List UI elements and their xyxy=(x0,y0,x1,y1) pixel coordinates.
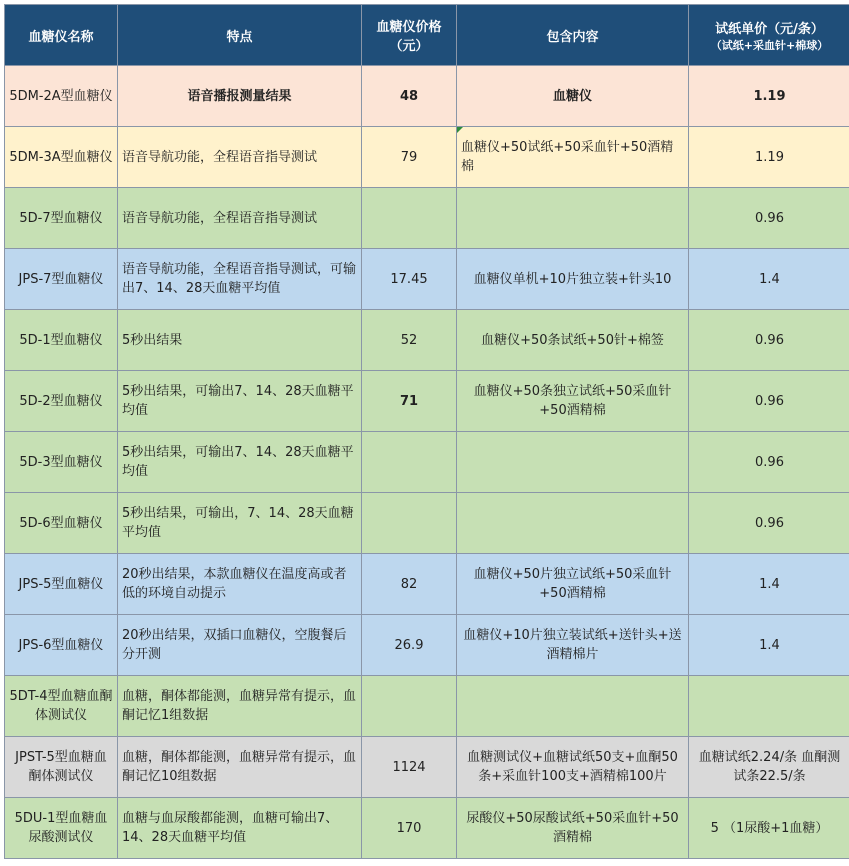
cell-contents xyxy=(457,676,689,737)
cell-price: 79 xyxy=(362,127,457,188)
cell-feature: 语音导航功能，全程语音指导测试 xyxy=(118,127,362,188)
cell-name: 5D-7型血糖仪 xyxy=(5,188,118,249)
glucose-meter-table xyxy=(4,4,849,859)
cell-feature: 5秒出结果，可输出7、14、28天血糖平均值 xyxy=(118,432,362,493)
cell-feature: 语音导航功能，全程语音指导测试 xyxy=(118,188,362,249)
cell-feature: 20秒出结果，本款血糖仪在温度高或者低的环境自动提示 xyxy=(118,554,362,615)
cell-feature: 血糖，酮体都能测，血糖异常有提示，血酮记忆10组数据 xyxy=(118,737,362,798)
cell-unit-price: 0.96 xyxy=(689,310,849,371)
cell-unit-price: 1.19 xyxy=(689,66,849,127)
cell-unit-price: 1.4 xyxy=(689,249,849,310)
cell-contents: 血糖仪 xyxy=(457,66,689,127)
table-row xyxy=(5,798,849,859)
cell-name: 5D-1型血糖仪 xyxy=(5,310,118,371)
cell-name: 5DM-3A型血糖仪 xyxy=(5,127,118,188)
cell-unit-price: 0.96 xyxy=(689,371,849,432)
cell-name: JPS-6型血糖仪 xyxy=(5,615,118,676)
table-row xyxy=(5,432,849,493)
cell-name: JPS-7型血糖仪 xyxy=(5,249,118,310)
header-row xyxy=(5,5,849,66)
cell-unit-price: 0.96 xyxy=(689,188,849,249)
cell-price: 71 xyxy=(362,371,457,432)
cell-price: 52 xyxy=(362,310,457,371)
cell-contents xyxy=(457,493,689,554)
cell-unit-price xyxy=(689,676,849,737)
cell-feature: 5秒出结果，可输出7、14、28天血糖平均值 xyxy=(118,371,362,432)
cell-price xyxy=(362,493,457,554)
cell-name: JPS-5型血糖仪 xyxy=(5,554,118,615)
cell-contents: 血糖仪+50试纸+50采血针+50酒精棉 xyxy=(457,127,689,188)
cell-contents: 血糖仪+50条试纸+50针+棉签 xyxy=(457,310,689,371)
cell-price xyxy=(362,432,457,493)
cell-price: 170 xyxy=(362,798,457,859)
cell-name: 5D-6型血糖仪 xyxy=(5,493,118,554)
table-row xyxy=(5,249,849,310)
cell-feature: 20秒出结果，双插口血糖仪，空腹餐后分开测 xyxy=(118,615,362,676)
table-row xyxy=(5,188,849,249)
cell-price: 48 xyxy=(362,66,457,127)
cell-price: 82 xyxy=(362,554,457,615)
table-row xyxy=(5,737,849,798)
cell-unit-price: 5 （1尿酸+1血糖） xyxy=(689,798,849,859)
cell-contents: 血糖测试仪+血糖试纸50支+血酮50条+采血针100支+酒精棉100片 xyxy=(457,737,689,798)
cell-feature: 血糖与血尿酸都能测，血糖可输出7、14、28天血糖平均值 xyxy=(118,798,362,859)
table-row xyxy=(5,310,849,371)
header-price xyxy=(362,5,457,66)
cell-price: 17.45 xyxy=(362,249,457,310)
cell-contents xyxy=(457,188,689,249)
header-unit-sub: （试纸+采血针+棉球） xyxy=(693,37,846,53)
cell-unit-price: 1.4 xyxy=(689,554,849,615)
cell-name: 5D-3型血糖仪 xyxy=(5,432,118,493)
cell-name: 5DM-2A型血糖仪 xyxy=(5,66,118,127)
cell-contents: 尿酸仪+50尿酸试纸+50采血针+50酒精棉 xyxy=(457,798,689,859)
header-feature: 特点 xyxy=(118,5,362,66)
table-row xyxy=(5,371,849,432)
cell-contents: 血糖仪+50片独立试纸+50采血针+50酒精棉 xyxy=(457,554,689,615)
cell-unit-price: 0.96 xyxy=(689,432,849,493)
header-contents: 包含内容 xyxy=(457,5,689,66)
table-row xyxy=(5,615,849,676)
cell-feature: 语音播报测量结果 xyxy=(118,66,362,127)
cell-contents: 血糖仪+10片独立装试纸+送针头+送酒精棉片 xyxy=(457,615,689,676)
cell-name: JPST-5型血糖血酮体测试仪 xyxy=(5,737,118,798)
cell-unit-price: 血糖试纸2.24/条 血酮测试条22.5/条 xyxy=(689,737,849,798)
cell-contents: 血糖仪单机+10片独立装+针头10 xyxy=(457,249,689,310)
cell-contents: 血糖仪+50条独立试纸+50采血针+50酒精棉 xyxy=(457,371,689,432)
table-row xyxy=(5,554,849,615)
table-row xyxy=(5,66,849,127)
table-row xyxy=(5,676,849,737)
cell-unit-price: 1.19 xyxy=(689,127,849,188)
header-price-sub: （元） xyxy=(389,39,428,54)
header-name: 血糖仪名称 xyxy=(5,5,118,66)
cell-feature: 5秒出结果 xyxy=(118,310,362,371)
header-unit-main: 试纸单价（元/条） xyxy=(715,22,824,37)
cell-feature: 语音导航功能，全程语音指导测试，可输出7、14、28天血糖平均值 xyxy=(118,249,362,310)
cell-name: 5D-2型血糖仪 xyxy=(5,371,118,432)
table-row xyxy=(5,493,849,554)
cell-unit-price: 1.4 xyxy=(689,615,849,676)
cell-price: 1124 xyxy=(362,737,457,798)
cell-name: 5DU-1型血糖血尿酸测试仪 xyxy=(5,798,118,859)
cell-contents xyxy=(457,432,689,493)
cell-price xyxy=(362,188,457,249)
cell-name: 5DT-4型血糖血酮体测试仪 xyxy=(5,676,118,737)
cell-feature: 5秒出结果，可输出，7、14、28天血糖平均值 xyxy=(118,493,362,554)
cell-price: 26.9 xyxy=(362,615,457,676)
table-row xyxy=(5,127,849,188)
cell-unit-price: 0.96 xyxy=(689,493,849,554)
cell-price xyxy=(362,676,457,737)
cell-feature: 血糖，酮体都能测，血糖异常有提示，血酮记忆1组数据 xyxy=(118,676,362,737)
header-unit-price xyxy=(689,5,849,66)
header-price-main: 血糖仪价格 xyxy=(376,20,441,35)
